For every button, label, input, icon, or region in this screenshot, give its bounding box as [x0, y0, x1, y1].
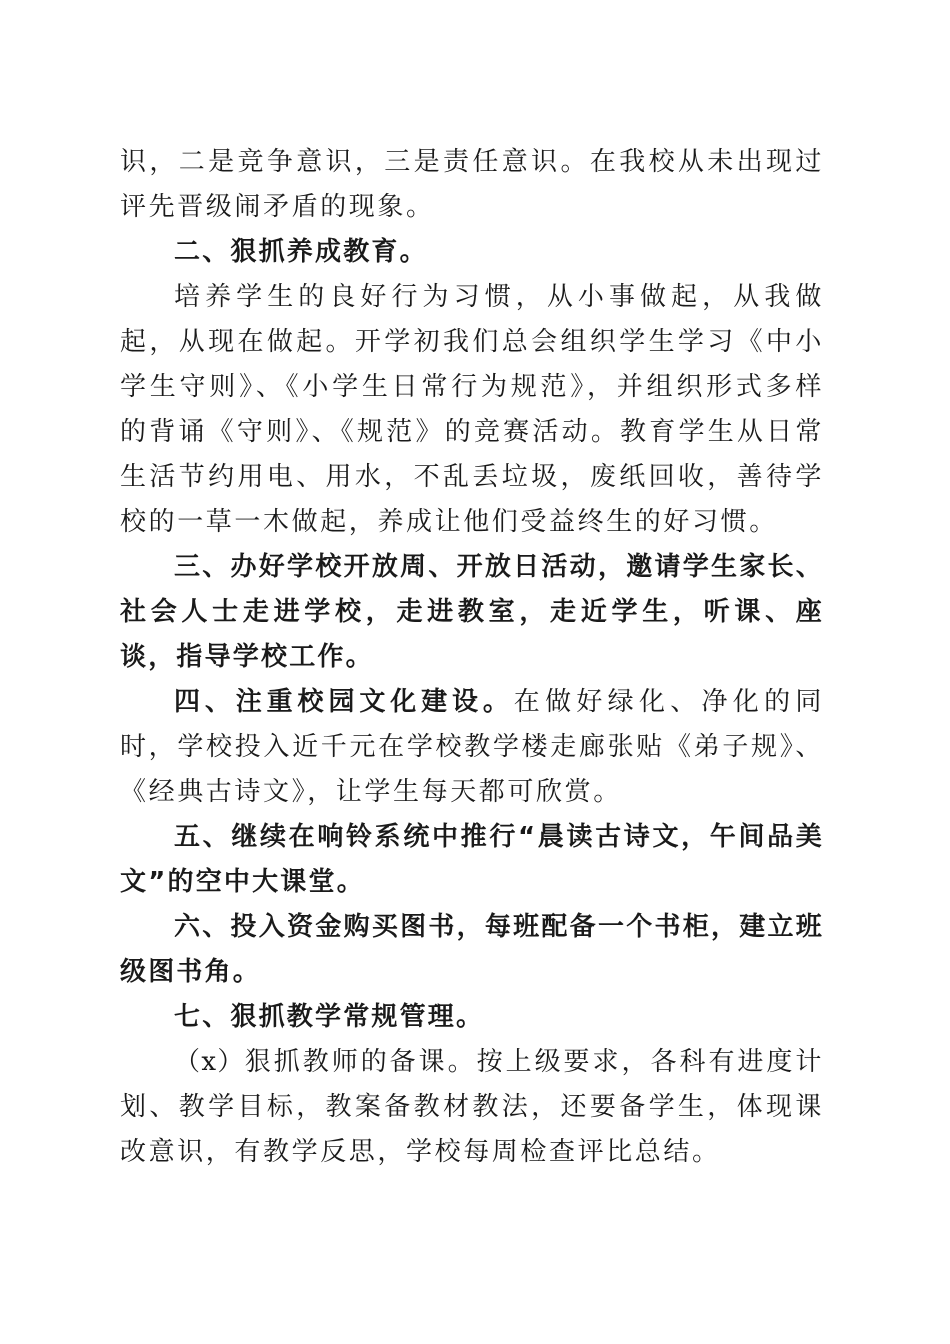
section-heading-4: 四、注重校园文化建设。: [174, 687, 514, 717]
document-page: [120, 140, 824, 1175]
paragraph-continuation: 识，二是竞争意识，三是责任意识。在我校从未出现过评先晋级闹矛盾的现象。: [120, 147, 824, 222]
section-heading-2: 二、狠抓养成教育。: [174, 237, 428, 267]
section-heading-5: 五、继续在响铃系统中推行“晨读古诗文，午间品美文”的空中大课堂。: [120, 822, 824, 897]
paragraph-habits: 培养学生的良好行为习惯，从小事做起，从我做起，从现在做起。开学初我们总会组织学生学习《中小学生守则》、《小学生日常行为规范》，并组织形式多样的背诵《守则》、《规范》的竞赛活动。教育学生从日常生活节约用电、用水，不乱丢垃圾，废纸回收，善待学校的一草一木做起，养成让他们受益终生的好习惯。: [120, 282, 824, 537]
paragraph-campus-culture-body: 在做好绿化、净化的同时，学校投入近千元在学校教学楼走廊张贴《弟子规》、《经典古诗文》，让学生每天都可欣赏。: [120, 687, 824, 807]
paragraph-campus-culture: [120, 680, 824, 815]
section-heading-7: 七、狠抓教学常规管理。: [174, 1002, 485, 1032]
paragraph-lesson-prep: [120, 1040, 824, 1175]
sub-item-label: （x）: [174, 1047, 245, 1077]
section-heading-6: 六、投入资金购买图书，每班配备一个书柜，建立班级图书角。: [120, 912, 824, 987]
paragraph-lesson-prep-body: 狠抓教师的备课。按上级要求，各科有进度计划、教学目标，教案备教材教法，还要备学生，体现课改意识，有教学反思，学校每周检查评比总结。: [120, 1047, 824, 1167]
section-heading-3: 三、办好学校开放周、开放日活动，邀请学生家长、社会人士走进学校，走进教室，走近学生，听课、座谈，指导学校工作。: [120, 552, 824, 672]
